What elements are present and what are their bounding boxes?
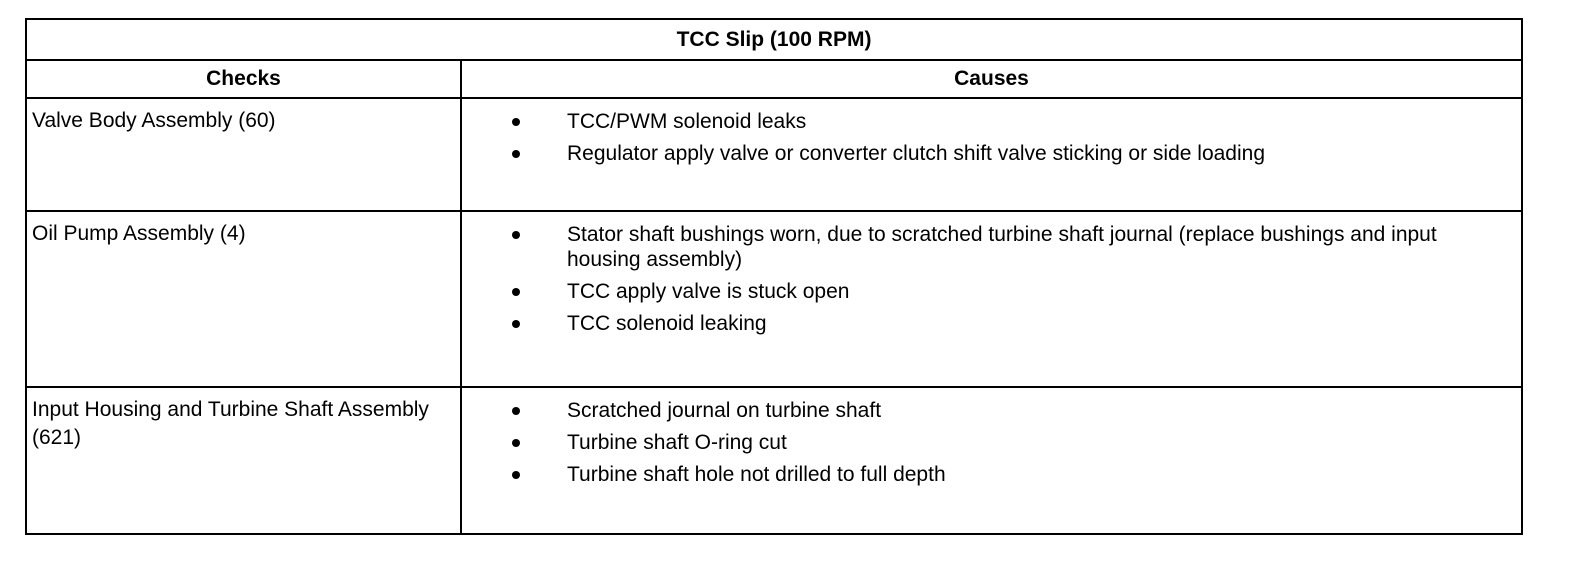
cause-text: Turbine shaft hole not drilled to full depth <box>567 463 946 486</box>
cause-list <box>512 109 1491 166</box>
bullet-icon <box>512 407 520 415</box>
check-cell: Valve Body Assembly (60) <box>26 98 461 211</box>
cause-item <box>512 462 1491 487</box>
cause-text: TCC apply valve is stuck open <box>567 280 850 303</box>
cause-item <box>512 279 1491 304</box>
table-title: TCC Slip (100 RPM) <box>26 19 1522 60</box>
bullet-icon <box>512 118 520 126</box>
cause-text: TCC solenoid leaking <box>567 312 767 335</box>
cause-item <box>512 311 1491 336</box>
check-cell: Oil Pump Assembly (4) <box>26 211 461 387</box>
table-row <box>26 387 1522 534</box>
cause-text: Stator shaft bushings worn, due to scratched turbine shaft journal (replace bushings and input housing assembly) <box>567 223 1437 271</box>
cause-text: Regulator apply valve or converter clutch shift valve sticking or side loading <box>567 142 1266 165</box>
cause-item <box>512 430 1491 455</box>
bullet-icon <box>512 320 520 328</box>
causes-header: Causes <box>461 60 1522 98</box>
bullet-icon <box>512 439 520 447</box>
check-cell: Input Housing and Turbine Shaft Assembly (621) <box>26 387 461 534</box>
cause-item <box>512 141 1491 166</box>
cause-text: Turbine shaft O-ring cut <box>567 431 787 454</box>
cause-text: TCC/PWM solenoid leaks <box>567 110 807 133</box>
bullet-icon <box>512 150 520 158</box>
checks-header: Checks <box>26 60 461 98</box>
header-row <box>26 60 1522 98</box>
table-row <box>26 211 1522 387</box>
causes-cell <box>461 98 1522 211</box>
causes-cell <box>461 387 1522 534</box>
cause-list <box>512 222 1491 336</box>
cause-item <box>512 398 1491 423</box>
causes-cell <box>461 211 1522 387</box>
cause-text: Scratched journal on turbine shaft <box>567 399 882 422</box>
diagnostic-table <box>25 18 1523 535</box>
bullet-icon <box>512 231 520 239</box>
title-row <box>26 19 1522 60</box>
cause-item <box>512 109 1491 134</box>
table-row <box>26 98 1522 211</box>
bullet-icon <box>512 471 520 479</box>
bullet-icon <box>512 288 520 296</box>
cause-item <box>512 222 1491 272</box>
cause-list <box>512 398 1491 487</box>
